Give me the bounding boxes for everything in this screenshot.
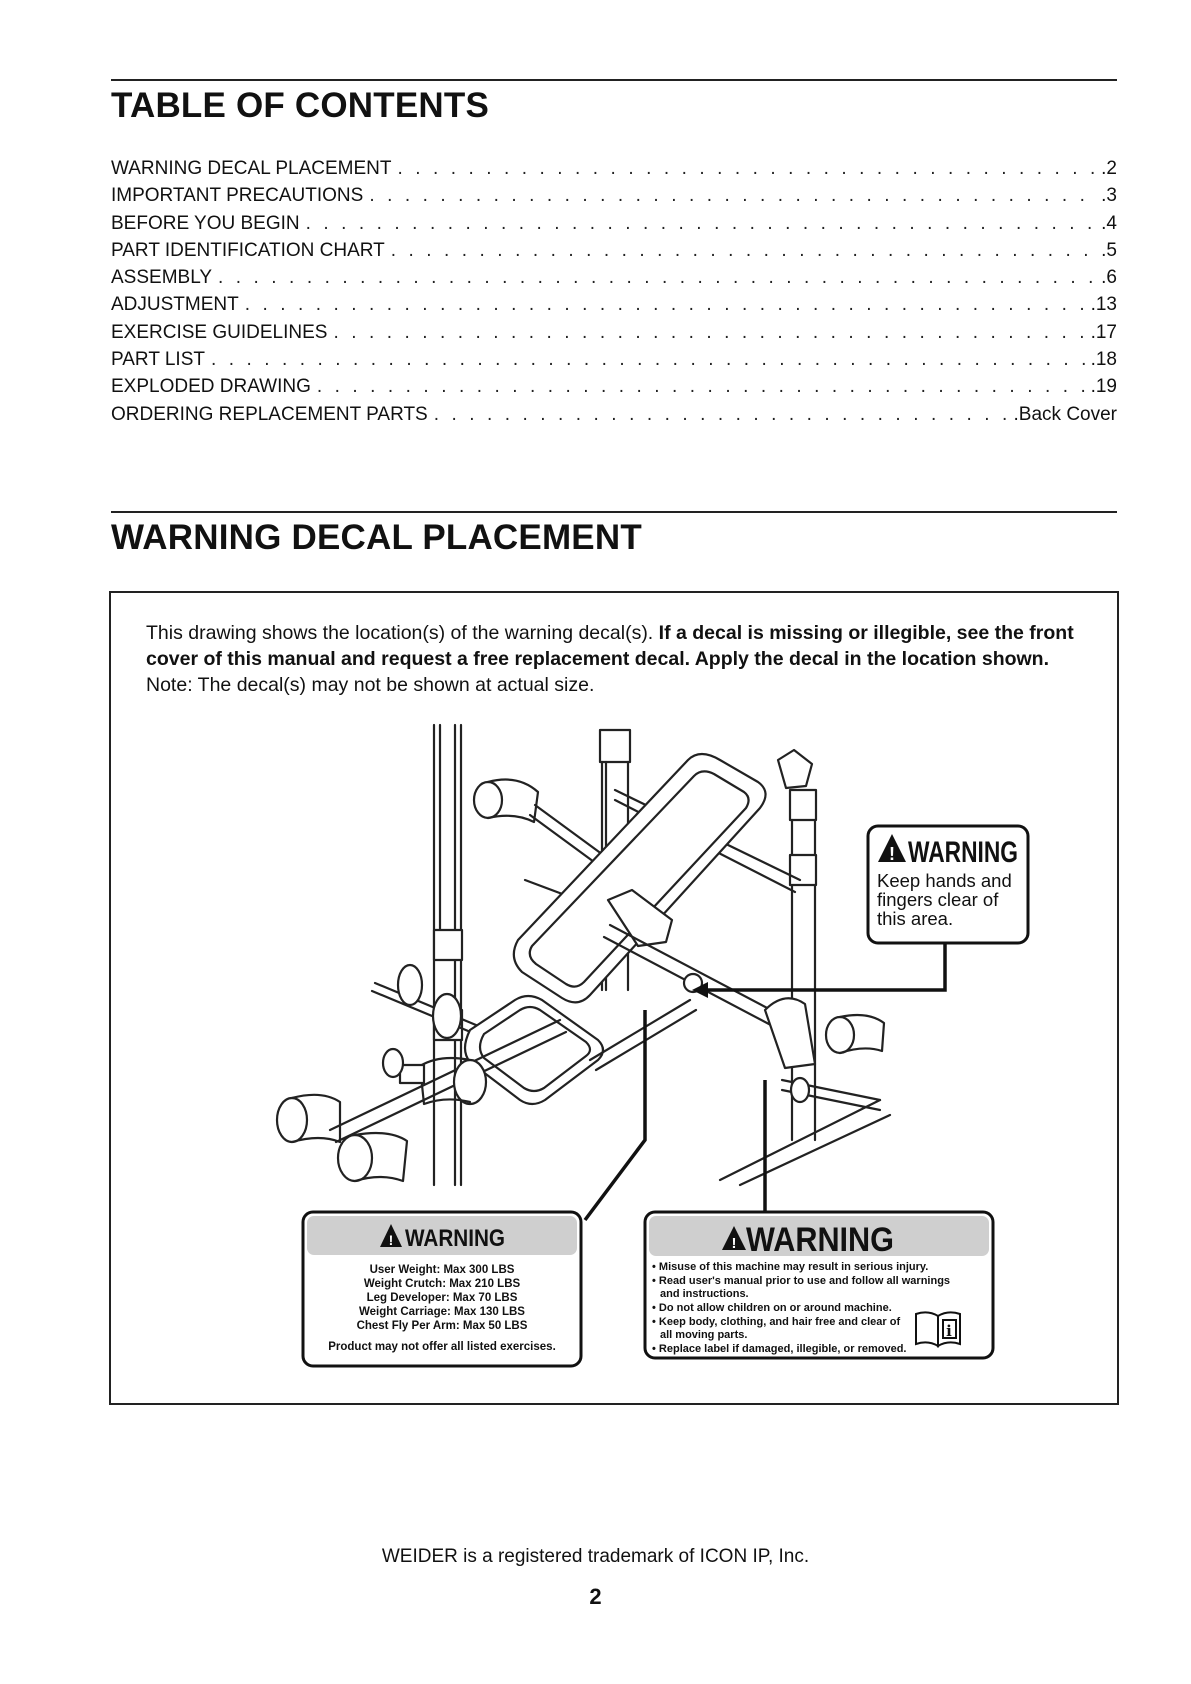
- decal-hands-warning: [868, 826, 1028, 943]
- svg-text:• Do not allow children on or: • Do not allow children on or around machine.: [652, 1302, 892, 1314]
- manual-info-icon: [916, 1312, 960, 1346]
- svg-text:Weight Carriage: Max 130 LBS: Weight Carriage: Max 130 LBS: [359, 1306, 525, 1318]
- decal-weight-limits: [303, 1212, 581, 1366]
- svg-text:this area.: this area.: [877, 908, 954, 929]
- decal-general-warning: [645, 1212, 993, 1358]
- toc-entry[interactable]: BEFORE YOU BEGIN . . . .4: [111, 210, 1117, 237]
- svg-text:all moving parts.: all moving parts.: [660, 1329, 748, 1341]
- svg-text:Leg Developer: Max 70 LBS: Leg Developer: Max 70 LBS: [366, 1292, 518, 1304]
- trademark-note: WEIDER is a registered trademark of ICON IP, Inc.: [381, 1546, 810, 1567]
- section-title: WARNING DECAL PLACEMENT: [111, 518, 642, 557]
- svg-text:!: !: [731, 1235, 737, 1252]
- decal-limits-heading: WARNING: [405, 1225, 505, 1252]
- svg-text:i: i: [946, 1322, 952, 1340]
- toc-entry[interactable]: IMPORTANT PRECAUTIONS . . . .3: [111, 182, 1117, 209]
- page-number: 2: [589, 1584, 602, 1609]
- toc-entry[interactable]: PART IDENTIFICATION CHART . . . .5: [111, 237, 1117, 264]
- toc-entry[interactable]: EXPLODED DRAWING . . . .19: [111, 373, 1117, 400]
- toc-entry[interactable]: ORDERING REPLACEMENT PARTS . . . .Back Cover: [111, 401, 1117, 428]
- svg-text:and instructions.: and instructions.: [660, 1288, 749, 1300]
- toc-entry[interactable]: ASSEMBLY . . . .6: [111, 264, 1117, 291]
- svg-text:User Weight: Max 300 LBS: User Weight: Max 300 LBS: [369, 1264, 515, 1276]
- svg-text:fingers clear of: fingers clear of: [877, 889, 999, 910]
- svg-text:!: !: [388, 1232, 394, 1248]
- svg-text:• Replace label if damaged, il: • Replace label if damaged, illegible, or removed.: [652, 1343, 907, 1355]
- toc-entry[interactable]: WARNING DECAL PLACEMENT . . . .2: [111, 155, 1117, 182]
- svg-text:Keep hands and: Keep hands and: [877, 870, 1012, 891]
- decal-general-heading: WARNING: [746, 1221, 894, 1259]
- intro-paragraph: This drawing shows the location(s) of the warning decal(s). If a decal is missing or illegible, see the front cover of this manual and request a free replacement decal. Apply the decal in the location shown. Note: The decal(s) may not be shown at actual size.: [146, 622, 1074, 696]
- svg-text:• Misuse of this machine may r: • Misuse of this machine may result in serious injury.: [652, 1261, 929, 1273]
- toc-entry[interactable]: PART LIST . . . .18: [111, 346, 1117, 373]
- decal-hands-heading: WARNING: [908, 836, 1018, 869]
- toc-entry[interactable]: EXERCISE GUIDELINES . . . .17: [111, 319, 1117, 346]
- toc-title: TABLE OF CONTENTS: [111, 86, 490, 125]
- svg-text:• Read user's manual prior to: • Read user's manual prior to use and follow all warnings: [652, 1275, 951, 1287]
- svg-text:Weight Crutch: Max 210 LBS: Weight Crutch: Max 210 LBS: [363, 1278, 521, 1290]
- svg-text:Product may not offer all list: Product may not offer all listed exercises.: [328, 1341, 556, 1353]
- svg-text:!: !: [889, 844, 895, 864]
- svg-text:• Keep body, clothing, and hai: • Keep body, clothing, and hair free and clear of: [652, 1316, 901, 1328]
- svg-text:Chest Fly Per Arm: Max 50 LBS: Chest Fly Per Arm: Max 50 LBS: [356, 1320, 528, 1332]
- toc-entry[interactable]: ADJUSTMENT . . . .13: [111, 291, 1117, 318]
